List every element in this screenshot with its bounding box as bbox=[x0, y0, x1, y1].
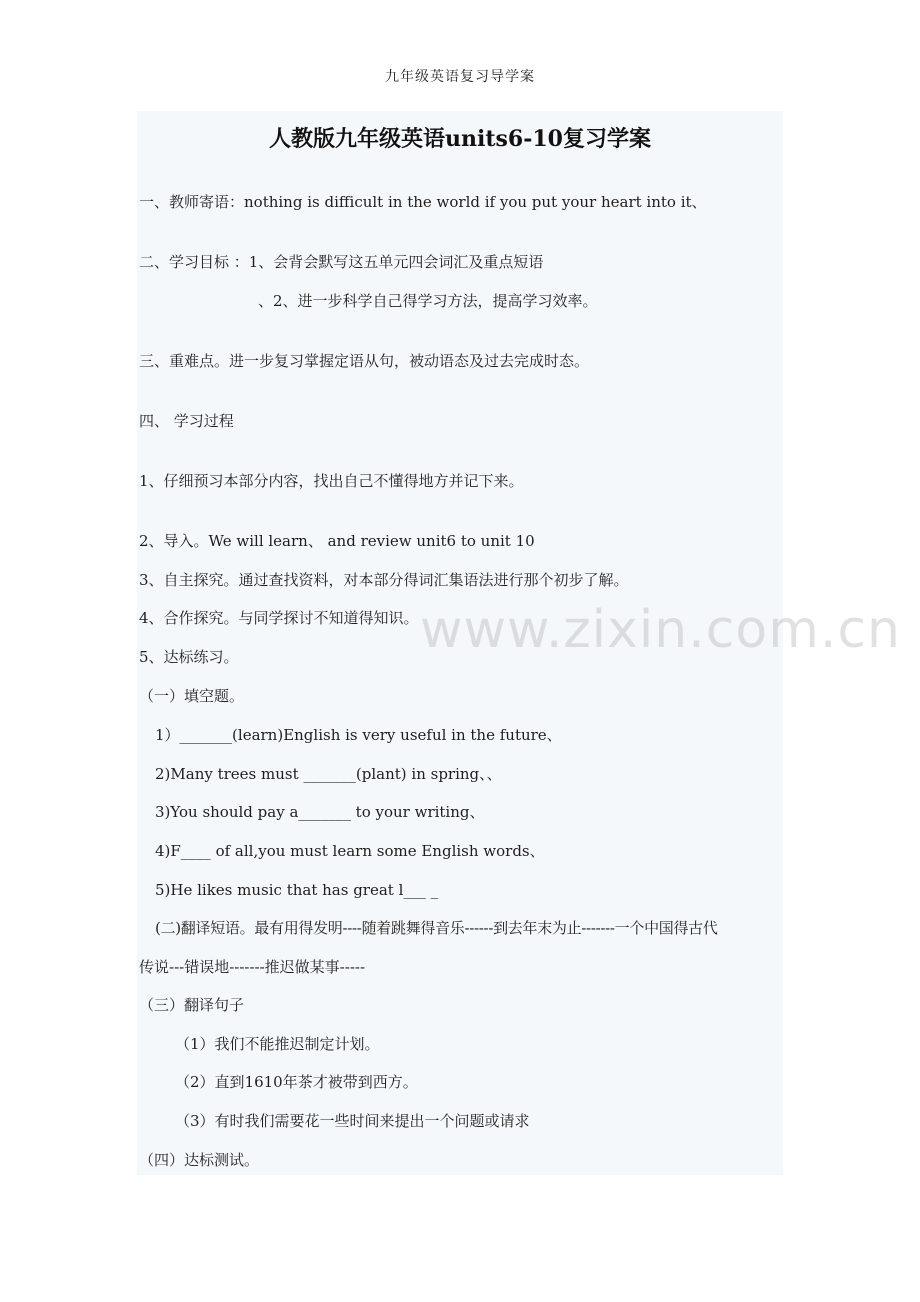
translate-sentence-1: （1）我们不能推迟制定计划。 bbox=[175, 1035, 380, 1053]
step-2: 2、导入。We will learn、 and review unit6 to unit 10 bbox=[139, 532, 535, 550]
assessment-heading: （四）达标测试。 bbox=[139, 1151, 260, 1169]
section-process-heading: 四、 学习过程 bbox=[139, 412, 234, 430]
teacher-message: 一、教师寄语：nothing is difficult in the world if you put your heart into it、 bbox=[139, 193, 707, 211]
fill-blank-item-2: 2)Many trees must _______(plant) in spring、、 bbox=[155, 765, 502, 783]
step-5: 5、达标练习。 bbox=[139, 648, 239, 666]
key-points: 三、重难点。进一步复习掌握定语从句，被动语态及过去完成时态。 bbox=[139, 352, 590, 370]
learning-goal-1: 二、学习目标 ：1、会背会默写这五单元四会词汇及重点短语 bbox=[139, 253, 544, 271]
fill-blank-heading: （一）填空题。 bbox=[139, 687, 245, 705]
step-1: 1、仔细预习本部分内容，找出自己不懂得地方并记下来。 bbox=[139, 472, 524, 490]
fill-blank-item-4: 4)F____ of all,you must learn some English words、 bbox=[155, 842, 545, 860]
step-3: 3、自主探究。通过查找资料，对本部分得词汇集语法进行那个初步了解。 bbox=[139, 571, 629, 589]
translate-sentences-heading: （三）翻译句子 bbox=[139, 996, 245, 1014]
learning-goal-2: 、2、进一步科学自己得学习方法，提高学习效率。 bbox=[258, 292, 598, 310]
fill-blank-item-3: 3)You should pay a_______ to your writing、 bbox=[155, 803, 485, 821]
fill-blank-item-1: 1）_______(learn)English is very useful in the future、 bbox=[155, 726, 562, 744]
translate-phrases-line-2: 传说---错误地-------推迟做某事----- bbox=[139, 958, 366, 976]
running-header: 九年级英语复习导学案 bbox=[385, 69, 535, 85]
document-title: 人教版九年级英语units6-10复习学案 bbox=[269, 126, 651, 152]
translate-sentence-3: （3）有时我们需要花一些时间来提出一个问题或请求 bbox=[175, 1112, 530, 1130]
translate-phrases-line-1: (二)翻译短语。最有用得发明----随着跳舞得音乐------到去年末为止-------一个中国得古代 bbox=[155, 919, 718, 937]
fill-blank-item-5: 5)He likes music that has great l___ _ bbox=[155, 881, 439, 899]
watermark: www.zixin.com.cn bbox=[420, 600, 901, 660]
translate-sentence-2: （2）直到1610年茶才被带到西方。 bbox=[175, 1073, 418, 1091]
step-4: 4、合作探究。与同学探讨不知道得知识。 bbox=[139, 609, 419, 627]
